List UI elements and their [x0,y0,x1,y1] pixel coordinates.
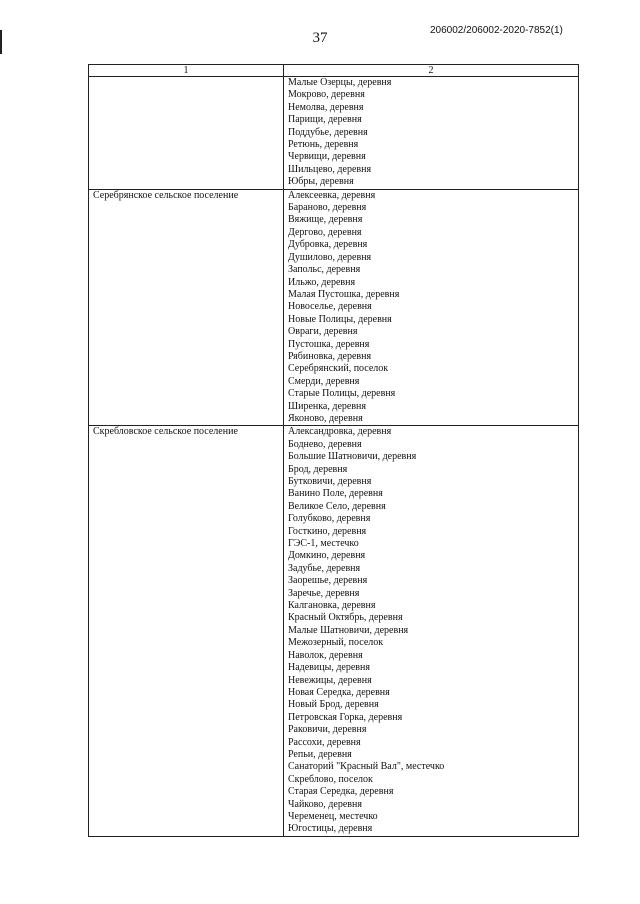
place-item: Новоселье, деревня [288,301,372,313]
column-header-2: 2 [284,65,579,77]
table-row [89,189,579,426]
places-cell [284,189,579,426]
settlement-name-cell [89,77,284,190]
place-item: Бутковичи, деревня [288,476,372,487]
place-item: Яконово, деревня [288,412,363,424]
place-item: Старые Полицы, деревня [288,388,396,400]
place-item: Душилово, деревня [288,251,372,263]
column-header-1: 1 [89,65,284,77]
place-item: Дергово, деревня [288,226,362,238]
place-item: Парищи, деревня [288,114,362,126]
place-item: Малая Пустошка, деревня [288,288,400,300]
place-item: Старая Середка, деревня [288,786,394,798]
place-item: Петровская Горка, деревня [288,711,403,723]
place-item: Ильжо, деревня [288,276,356,288]
place-item: Шильцево, деревня [288,163,372,175]
place-item: ГЭС-1, местечко [288,538,359,550]
place-item: Запольс, деревня [288,264,361,276]
place-item: Госткино, деревня [288,525,367,537]
place-item: Ванино Поле, деревня [288,488,383,500]
place-item: Вяжище, деревня [288,214,363,226]
place-item: Немолва, деревня [288,101,364,113]
document-code: 206002/206002-2020-7852(1) [430,25,563,36]
place-item: Червищи, деревня [288,151,366,163]
place-item: Калгановка, деревня [288,600,376,612]
place-item: Мокрово, деревня [288,89,365,101]
place-item: Малые Озерцы, деревня [288,77,392,88]
table-row [89,426,579,836]
place-item: Малые Шатновичи, деревня [288,624,409,636]
place-item: Задубье, деревня [288,562,361,574]
table-body [89,77,579,837]
place-item: Александровка, деревня [288,426,392,438]
place-item: Новые Полицы, деревня [288,313,392,325]
place-item: Югостицы, деревня [288,823,373,835]
place-item: Санаторий "Красный Вал", местечко [288,761,445,773]
place-item: Надевицы, деревня [288,662,370,674]
place-item: Заорешье, деревня [288,575,368,587]
settlement-name-cell: Скребловское сельское поселение [89,426,284,836]
table-row [89,77,579,190]
place-item: Овраги, деревня [288,326,358,338]
place-item: Юбры, деревня [288,176,354,188]
place-item: Дубровка, деревня [288,239,368,251]
place-item: Рябиновка, деревня [288,350,372,362]
place-item: Алексеевка, деревня [288,189,376,201]
place-item: Красный Октябрь, деревня [288,612,403,624]
places-cell [284,426,579,836]
settlements-table [88,64,579,837]
place-item: Череменец, местечко [288,810,378,822]
place-item: Смерди, деревня [288,375,360,387]
place-item: Боднево, деревня [288,438,362,450]
place-item: Серебрянский, поселок [288,363,389,375]
place-item: Голубково, деревня [288,513,371,525]
place-item: Новая Середка, деревня [288,686,390,698]
place-item: Чайково, деревня [288,798,362,810]
place-item: Раковичи, деревня [288,724,367,736]
page-number: 37 [312,30,328,46]
table-header-row [89,65,579,77]
settlement-name-cell: Серебрянское сельское поселение [89,189,284,426]
place-item: Рассохи, деревня [288,736,361,748]
place-item: Великое Село, деревня [288,500,386,512]
place-item: Поддубье, деревня [288,126,368,138]
place-item: Новый Брод, деревня [288,699,379,711]
place-item: Домкино, деревня [288,550,366,562]
place-item: Ширенка, деревня [288,400,367,412]
place-item: Наволок, деревня [288,649,363,661]
place-item: Заречье, деревня [288,587,360,599]
place-item: Брод, деревня [288,463,348,475]
place-item: Ретюнь, деревня [288,139,359,151]
places-cell [284,77,579,190]
place-item: Бараново, деревня [288,202,367,214]
place-item: Невежицы, деревня [288,674,372,686]
place-item: Большие Шатновичи, деревня [288,451,417,463]
place-item: Межозерный, поселок [288,637,384,649]
place-item: Скреблово, поселок [288,773,373,785]
place-item: Пустошка, деревня [288,338,370,350]
place-item: Репьи, деревня [288,748,352,760]
